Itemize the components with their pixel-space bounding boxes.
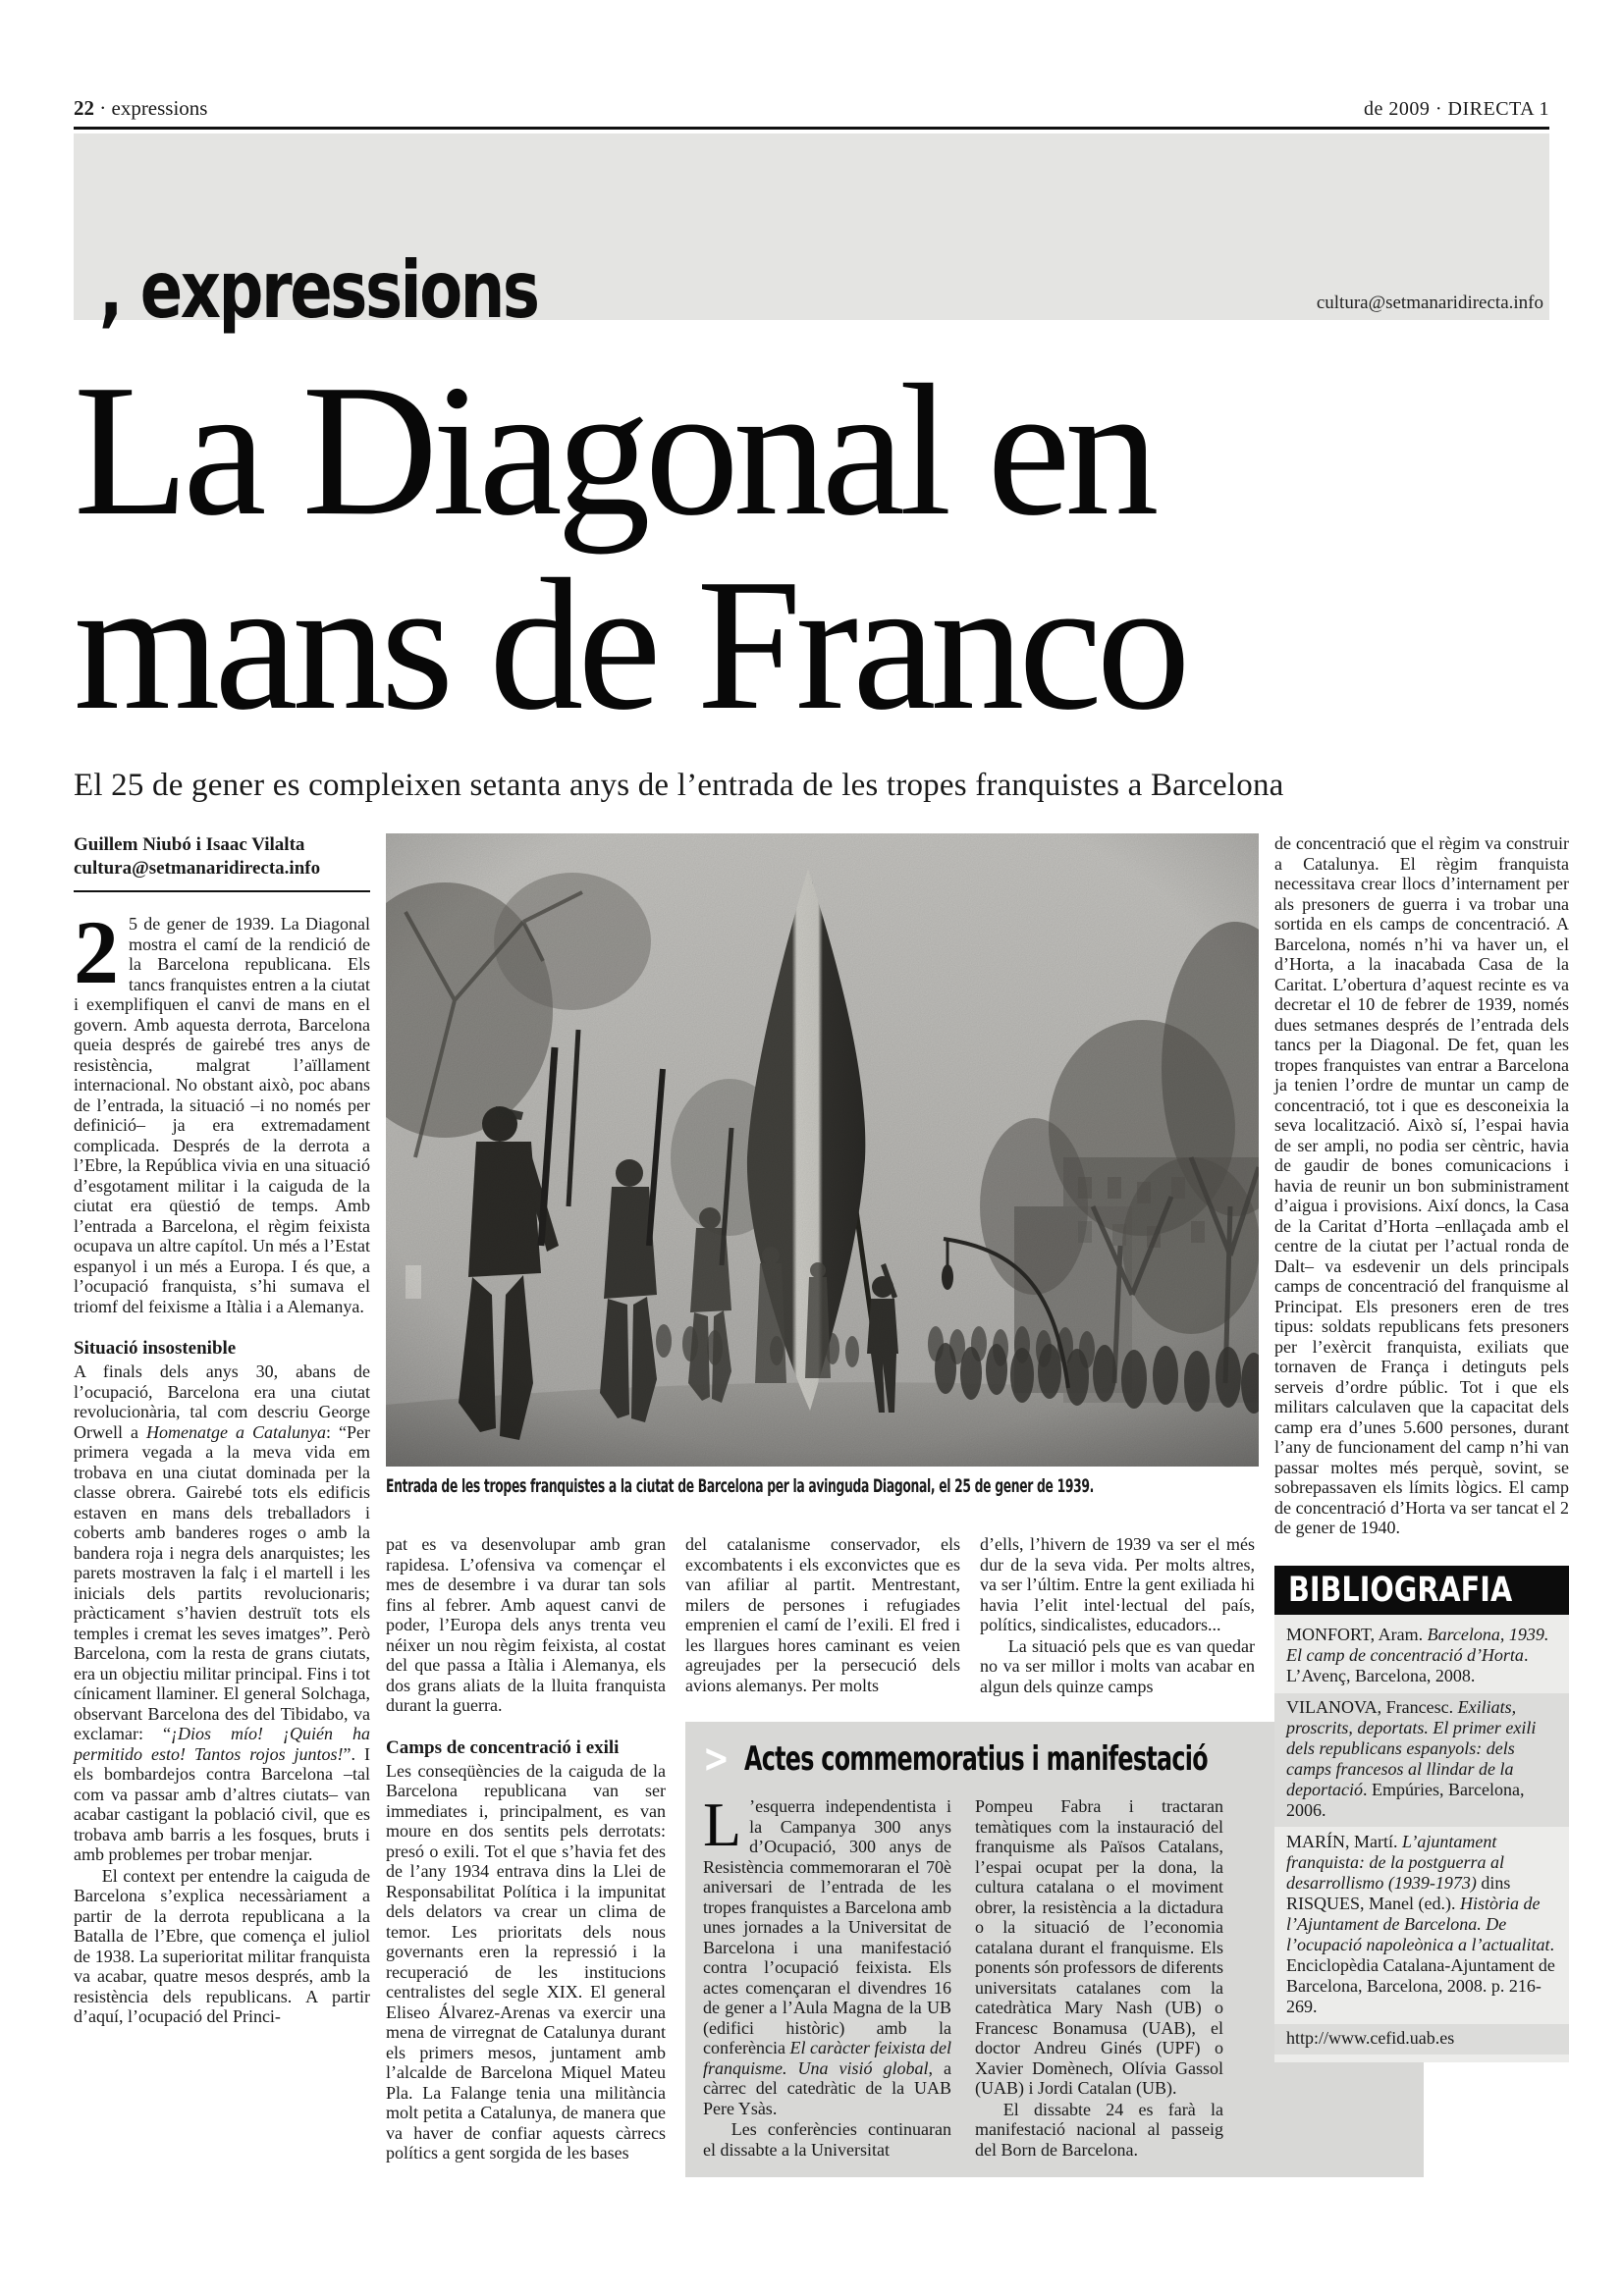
- byline-email: cultura@setmanaridirecta.info: [74, 858, 321, 879]
- bibliography-entry: VILANOVA, Francesc. Exiliats, proscrits, deportats. El primer exili dels republicans espanyols: dels camps francesos al llindar de la deportació. Empúries, Barcelona, 2006.: [1274, 1693, 1569, 1827]
- article-headline: La Diagonal en mans de Franco: [74, 346, 1185, 749]
- byline-authors: Guillem Niubó i Isaac Vilalta: [74, 834, 305, 855]
- article-column-1: [74, 833, 370, 2177]
- actes-column-b: [975, 1796, 1223, 2160]
- drop-cap: 2: [74, 902, 119, 1002]
- article-center: [386, 833, 1259, 2177]
- page-number: 22: [74, 96, 94, 120]
- arrow-right-icon: >: [703, 1736, 730, 1782]
- photo-illustration: [386, 833, 1259, 1467]
- paragraph: d’ells, l’hivern de 1939 va ser el més dur de la seva vida. Per molts altres, va ser l’últim. Entre la gent exiliada hi havia l’elit intel·lectual del país, polítics, sindicalistes, educadors...: [980, 1534, 1255, 1634]
- paragraph: Les conferències continuaran el dissabte a la Universitat: [703, 2119, 951, 2160]
- bibliography-title: BIBLIOGRAFIA: [1288, 1570, 1513, 1610]
- paragraph: Les conseqüències de la caiguda de la Barcelona republicana van ser immediates i, principalment, es van moure en dos sentits pels derrotats: presó o exili. Tot el que s’havia fet des de l’any 1934 entrava dins la Llei de Responsabilitat Política i la impunitat dels delators va crear un clima de temor. Les prioritats dels nous governants eren la repressió i la recuperació de les institucions centralistes del segle XIX. El general Eliseo Álvarez-Arenas va exercir una mena de virregnat de Catalunya durant els primers mesos, juntament amb l’alcalde de Barcelona Miquel Mateu Pla. La Falange tenia una militància molt petita a Catalunya, de manera que va haver de confiar aquests càrrecs polítics a gent sorgida de les bases: [386, 1760, 666, 2163]
- paragraph: A finals dels anys 30, abans de l’ocupació, Barcelona era una ciutat revolucionària, tal com descriu George Orwell a Homenatge a Catalunya: “Per primera vegada a la meva vida em trobava en una ciutat dominada per la classe obrera. Gairebé tots els edificis estaven en mans dels treballadors i coberts amb banderes roges o amb la bandera roja i negra dels anarquistes; les parets mostraven la falç i el martell i les inicials dels partits revolucionaris; pràcticament s’havien destruït tots els temples i cremat les seves imatges”. Però Barcelona, com la resta de grans ciutats, era un objectiu militar principal. Fins i tot cínicament llaminer. El general Solchaga, observant Barcelona des del Tibidabo, va exclamar: “¡Dios mío! ¡Quién ha permitido esto! Tantos rojos juntos!”. I els bombardejos contra Barcelona –tal com va passar amb d’altres ciutats– van acabar castigant la població civil, que es trobava amb barris a les fosques, bruts i amb problemes per trobar menjar.: [74, 1362, 371, 1864]
- bibliography-entry: MONFORT, Aram. Barcelona, 1939. El camp de concentració d’Horta. L’Avenç, Barcelona, 2008.: [1286, 1624, 1549, 1685]
- paragraph: 2 5 de gener de 1939. La Diagonal mostra el camí de la rendició de la Barcelona republicana. Els tancs franquistes entren a la ciutat i exemplifiquen el canvi de mans en el govern. Amb aquesta derrota, Barcelona queia després de gairebé tres anys de resistència, malgrat l’aïllament internacional. No obstant això, poc abans de l’entrada, la situació –i no només per definició– ja era extremadament complicada. Després de la derrota a l’Ebre, la República vivia en una situació d’esgotament militar i la caiguda de la ciutat era qüestió de temps. Amb l’entrada a Barcelona, el règim feixista ocupava un altre capítol. Un més a l’Estat espanyol i un més a Europa. I és que, a l’ocupació franquista, s’hi sumava el triomf del feixisme a Itàlia i a Alemanya.: [74, 902, 370, 1316]
- article-column-3: [685, 1534, 960, 1696]
- bibliography-box: [1274, 1566, 1569, 2062]
- photo-vignette: [386, 833, 1259, 1467]
- running-head-right: de 2009 · DIRECTA 1: [1364, 98, 1549, 120]
- drop-cap: L: [703, 1789, 742, 1859]
- byline: [74, 833, 370, 892]
- article-body: [74, 833, 1569, 2177]
- paragraph: El context per entendre la caiguda de Barcelona s’explica necessàriament a partir de la derrota republicana a la Batalla de l’Ebre, que comença el juliol de 1938. La superioritat militar franquista va acabar, quatre mesos després, amb la resistència dels republicans. A partir d’aquí, l’ocupació del Princi-: [74, 1865, 370, 2026]
- bibliography-header: [1274, 1566, 1569, 1615]
- section-contact-email: cultura@setmanaridirecta.info: [1316, 293, 1543, 313]
- bibliography-body: [1274, 1615, 1569, 2062]
- section-subhead: Situació insostenible: [74, 1338, 237, 1359]
- article-subhead: El 25 de gener es compleixen setanta anys de l’entrada de les tropes franquistes a Barcelona: [74, 768, 1284, 803]
- bibliography-url: http://www.cefid.uab.es: [1274, 2024, 1569, 2055]
- paragraph: pat es va desenvolupar amb gran rapidesa. L’ofensiva va començar el mes de desembre i va durar tan sols fins al febrer. Amb aquest canvi de poder, l’Europa dels anys trenta veu néixer un nou règim feixista, al costat del que passa a Itàlia i Alemanya, els dos grans aliats de la lluita franquista durant la guerra.: [386, 1534, 666, 1715]
- bibliography-entry: MARÍN, Martí. L’ajuntament franquista: de la postguerra al desarrollismo (1939-1973) dins RISQUES, Manel (ed.). Història de l’Ajuntament de Barcelona. De l’ocupació napoleònica a l’actualitat. Enciclopèdia Catalana-Ajuntament de Barcelona, Barcelona, 2008. p. 216-269.: [1286, 1831, 1555, 2016]
- paragraph: L ’esquerra independentista i la Campanya 300 anys d’Ocupació, 300 anys de Resistència commemoraran el 70è aniversari de l’entrada de les tropes franquistes a Barcelona amb unes jornades a la Universitat de Barcelona i una manifestació contra l’ocupació feixista. Els actes començaran el divendres 16 de gener a l’Aula Magna de la UB (edifici històric) amb la conferència El caràcter feixista del franquisme. Una visió global, a càrrec del catedràtic de la UAB Pere Ysàs.: [703, 1789, 952, 2118]
- section-banner: [74, 133, 1549, 336]
- paragraph: La situació pels que es van quedar no va ser millor i molts van acabar en algun dels quinze camps: [980, 1635, 1255, 1696]
- photo-franquist-troops: [386, 833, 1259, 1497]
- page-running-head: [74, 0, 1549, 130]
- actes-column-a: [703, 1789, 952, 2160]
- article-column-5: [1274, 833, 1569, 2177]
- paragraph: El dissabte 24 es farà la manifestació nacional al passeig del Born de Barcelona.: [975, 2099, 1223, 2160]
- actes-box-title: Actes commemoratius i manifestació: [743, 1739, 1208, 1779]
- center-columns: [386, 1534, 1259, 2177]
- article-column-4: [980, 1534, 1255, 1696]
- paragraph: del catalanisme conservador, els excombatents i els exconvictes que es van afiliar al partit. Mentrestant, milers de persones i refugiades emprenien el camí de l’exili. El fred i les llargues hores caminant es veien agreujades per la persecució dels avions alemanys. Per molts: [685, 1534, 960, 1695]
- section-name: · expressions: [99, 96, 208, 120]
- paragraph: de concentració que el règim va construir a Catalunya. El règim franquista necessitava crear llocs d’internament per als presoners de guerra i va trobar una sortida en els camps de concentració. A Barcelona, només n’hi va haver un, el d’Horta, a la inacabada Casa de la Caritat. L’obertura d’aquest recinte es va decretar el 10 de febrer de 1939, només dues setmanes després de l’entrada dels tancs per la Diagonal. De fet, quan les tropes franquistes van entrar a Barcelona ja tenien l’ordre de muntar un camp de concentració, tot i que es desconeixia la seva localització. Això sí, l’espai havia de ser ampli, no podia ser cèntric, havia de gaudir de bones comunicacions i havia de reunir un bon subministrament d’aigua i provisions. Així doncs, la Casa de la Caritat d’Horta –enllaçada amb el centre de la ciutat per l’actual ronda de Dalt– va esdevenir un dels principals camps de concentració del franquisme al Principat. Els presoners eren de tres tipus: soldats republicans fets presoners per l’exèrcit franquista, exiliats que tornaven de França i detinguts pels serveis d’ordre públic. Tot i que els militars calculaven que la capacitat dels camp era d’unes 5.600 persones, durant l’any de funcionament del camp n’hi van passar moltes més perquè, sovint, se sobrepassaven els límits lògics. El camp de concentració d’Horta va ser tancat el 2 de gener de 1940.: [1274, 833, 1569, 1537]
- article-column-2: [386, 1534, 666, 2177]
- section-banner-title: , expressions: [99, 244, 538, 336]
- photo-caption: Entrada de les tropes franquistes a la ciutat de Barcelona per la avinguda Diagonal, el 25 de gener de 1939.: [386, 1475, 1095, 1497]
- paragraph: Pompeu Fabra i tractaran temàtiques com la instauració del franquisme als Països Catalans, l’espai ocupat per la dona, la cultura catalana o el moviment obrer, la resistència a la dictadura o la situació de l’economia catalana durant el franquisme. Els ponents són professors de diferents universitats catalanes com la catedràtica Mary Nash (UB) o Francesc Bonamusa (UAB), el doctor Andreu Ginés (UPF) o Xavier Domènech, Olívia Gassol (UAB) i Jordi Catalan (UB).: [975, 1796, 1223, 2098]
- running-head-left: [74, 96, 207, 121]
- section-subhead: Camps de concentració i exili: [386, 1736, 620, 1758]
